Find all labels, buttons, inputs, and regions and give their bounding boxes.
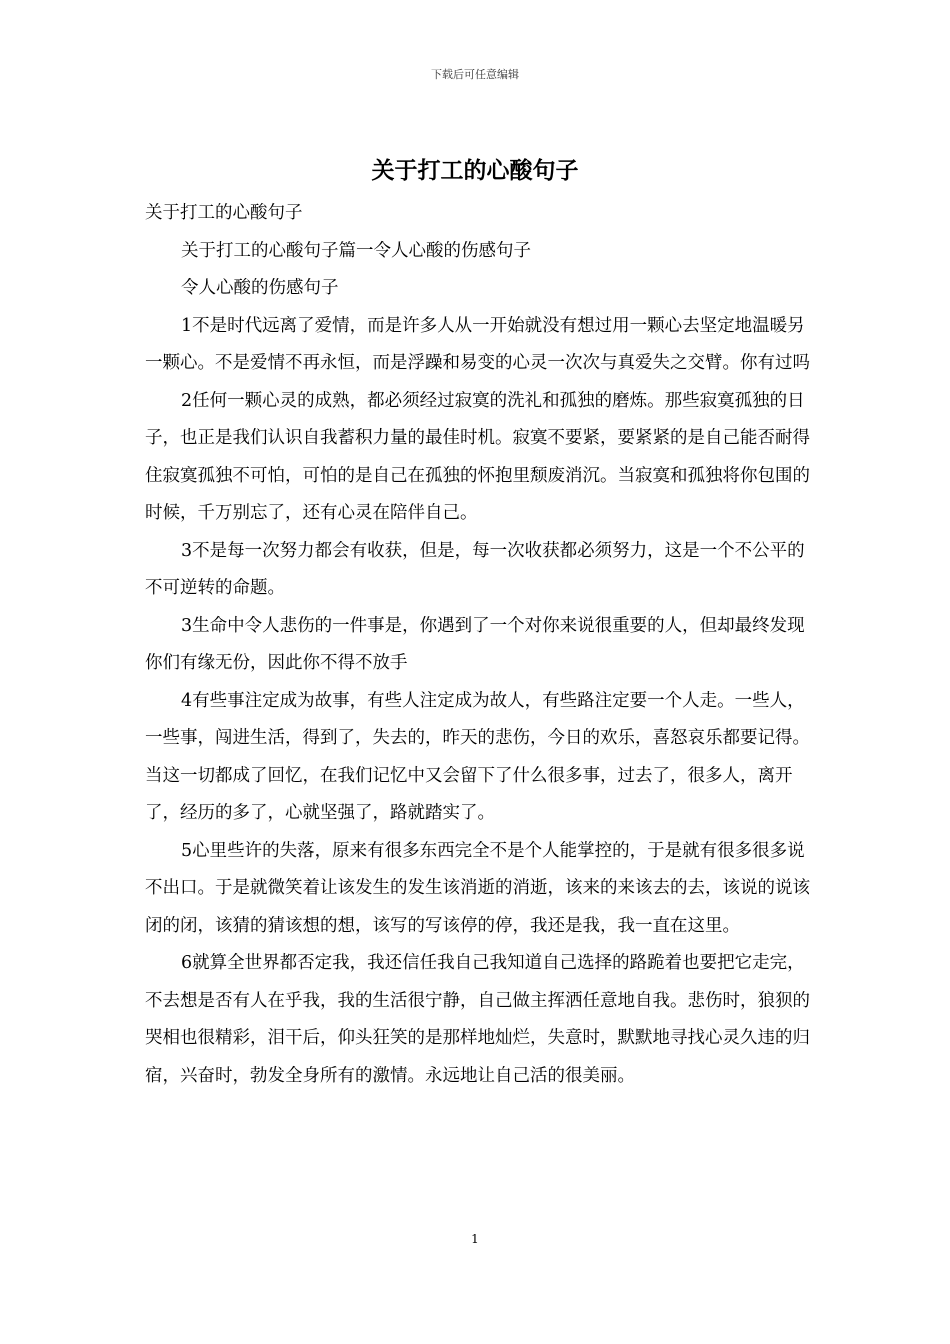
paragraph-item-3a: 3不是每一次努力都会有收获，但是，每一次收获都必须努力，这是一个不公平的不可逆转的命题。	[145, 540, 805, 598]
paragraph-item-6: 6就算全世界都否定我，我还信任我自己我知道自己选择的路跪着也要把它走完，不去想是否有人在乎我，我的生活很宁静，自己做主挥洒任意地自我。悲伤时，狼狈的哭相也很精彩，泪干后，仰头狂笑的是那样地灿烂，失意时，默默地寻找心灵久违的归宿，兴奋时，勃发全身所有的激情。永远地让自己活的很美丽。	[145, 953, 810, 1086]
header-note: 下载后可任意编辑	[431, 68, 519, 81]
paragraph-heading: 令人心酸的伤感句子	[181, 278, 339, 298]
document-title: 关于打工的心酸句子	[371, 157, 579, 184]
paragraph-item-1: 1不是时代远离了爱情，而是许多人从一开始就没有想过用一颗心去坚定地温暖另一颗心。不是爱情不再永恒，而是浮躁和易变的心灵一次次与真爱失之交臂。你有过吗	[145, 315, 810, 373]
paragraph-item-2: 2任何一颗心灵的成熟，都必须经过寂寞的洗礼和孤独的磨炼。那些寂寞孤独的日子，也正是我们认识自我蓄积力量的最佳时机。寂寞不要紧，要紧紧的是自己能否耐得住寂寞孤独不可怕，可怕的是自己在孤独的怀抱里颓废消沉。当寂寞和孤独将你包围的时候，千万别忘了，还有心灵在陪伴自己。	[145, 390, 810, 523]
paragraph-item-4: 4有些事注定成为故事，有些人注定成为故人，有些路注定要一个人走。一些人，一些事，闯进生活，得到了，失去的，昨天的悲伤，今日的欢乐，喜怒哀乐都要记得。当这一切都成了回忆，在我们记忆中又会留下了什么很多事，过去了，很多人，离开了，经历的多了，心就坚强了，路就踏实了。	[145, 690, 810, 823]
paragraph-subtitle: 关于打工的心酸句子	[145, 203, 303, 223]
page-number: 1	[471, 1232, 479, 1246]
paragraph-item-5: 5心里些许的失落，原来有很多东西完全不是个人能掌控的，于是就有很多很多说不出口。于是就微笑着让该发生的发生该消逝的消逝，该来的来该去的去，该说的说该闭的闭，该猜的猜该想的想，该写的写该停的停，我还是我，我一直在这里。	[145, 840, 810, 936]
document-body	[145, 195, 820, 1095]
paragraph-item-3b: 3生命中令人悲伤的一件事是，你遇到了一个对你来说很重要的人，但却最终发现你们有缘无份，因此你不得不放手	[145, 615, 805, 673]
paragraph-section-heading: 关于打工的心酸句子篇一令人心酸的伤感句子	[181, 240, 531, 261]
